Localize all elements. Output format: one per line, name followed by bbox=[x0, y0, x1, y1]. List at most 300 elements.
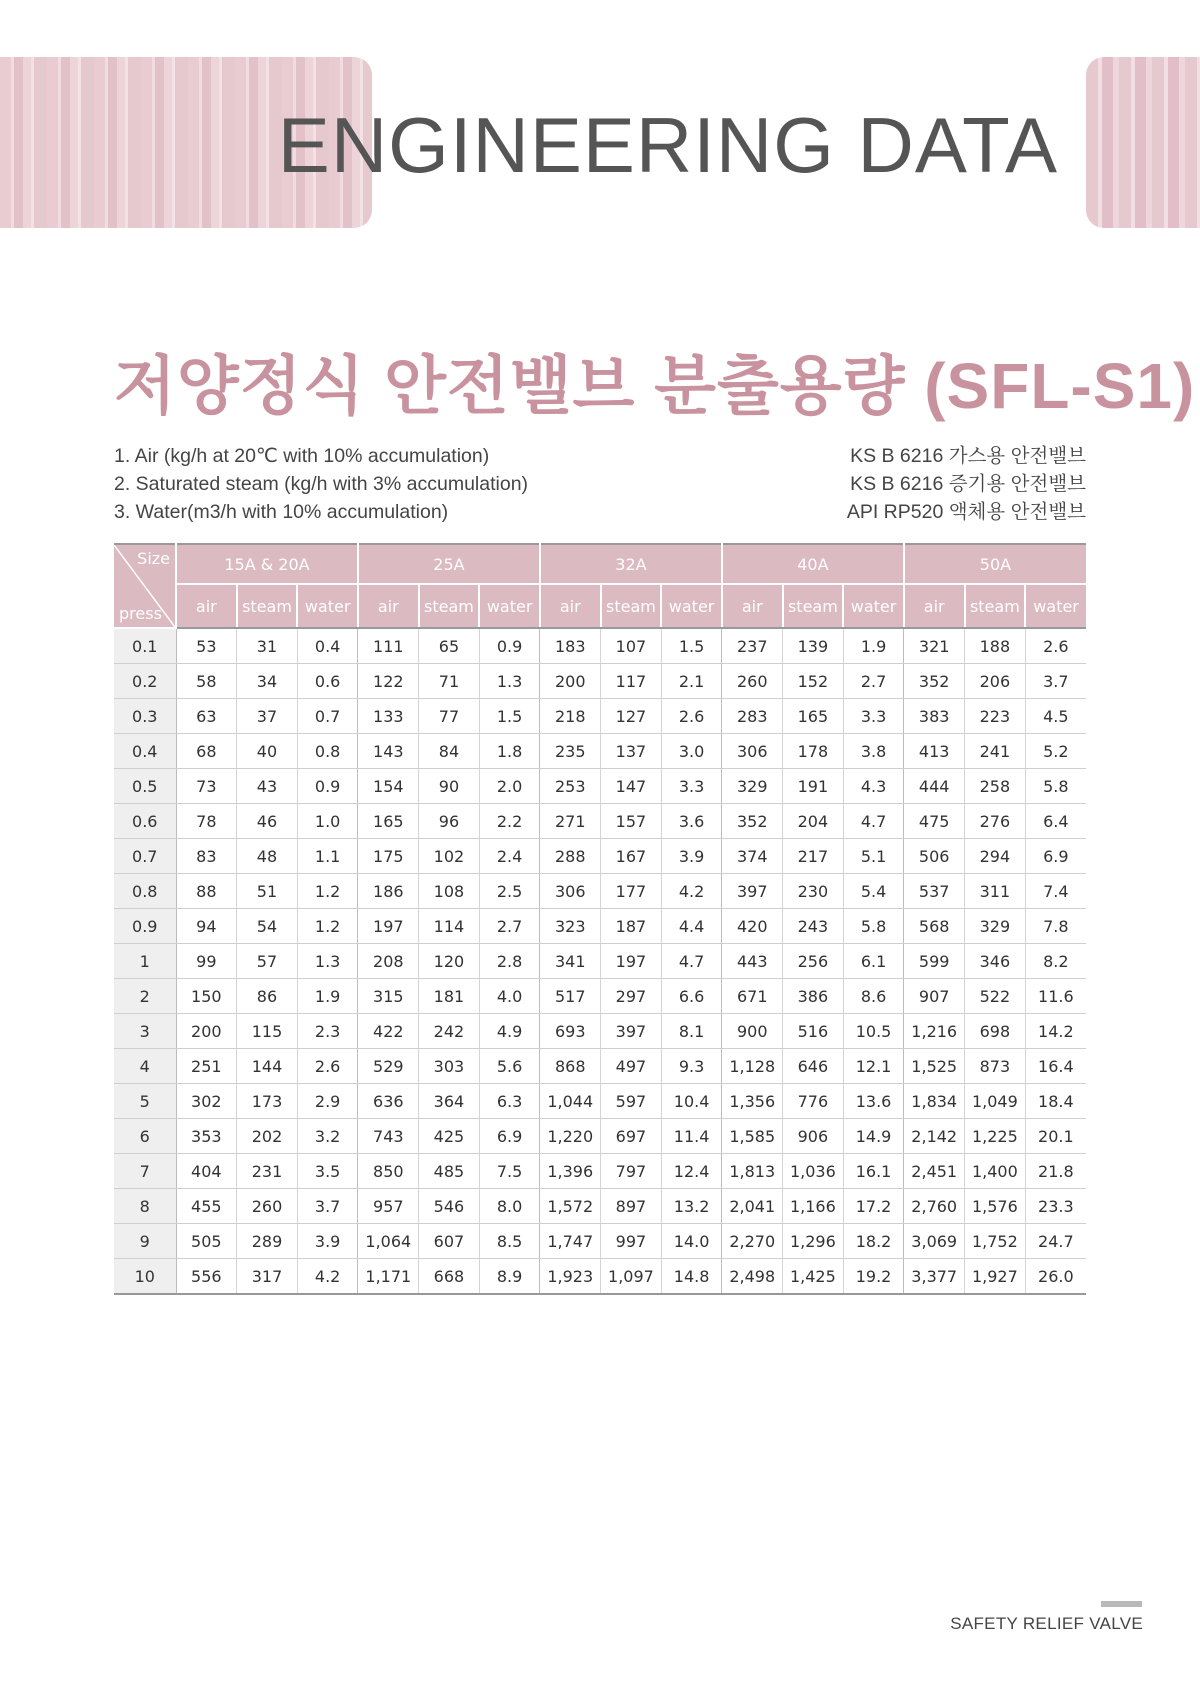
value-cell: 516 bbox=[783, 1014, 844, 1049]
value-cell: 84 bbox=[419, 734, 480, 769]
value-cell: 420 bbox=[722, 909, 783, 944]
press-cell: 6 bbox=[114, 1119, 176, 1154]
value-cell: 6.4 bbox=[1025, 804, 1086, 839]
value-cell: 12.4 bbox=[661, 1154, 722, 1189]
value-cell: 58 bbox=[176, 664, 237, 699]
value-cell: 0.9 bbox=[297, 769, 358, 804]
medium-header-water: water bbox=[479, 584, 540, 628]
value-cell: 0.8 bbox=[297, 734, 358, 769]
value-cell: 18.2 bbox=[843, 1224, 904, 1259]
value-cell: 1.9 bbox=[297, 979, 358, 1014]
value-cell: 9.3 bbox=[661, 1049, 722, 1084]
value-cell: 0.7 bbox=[297, 699, 358, 734]
value-cell: 3.7 bbox=[1025, 664, 1086, 699]
table-row bbox=[114, 1014, 1086, 1049]
medium-header-air: air bbox=[722, 584, 783, 628]
value-cell: 1,834 bbox=[904, 1084, 965, 1119]
value-cell: 235 bbox=[540, 734, 601, 769]
value-cell: 230 bbox=[783, 874, 844, 909]
value-cell: 497 bbox=[601, 1049, 662, 1084]
press-cell: 0.4 bbox=[114, 734, 176, 769]
value-cell: 1.2 bbox=[297, 874, 358, 909]
value-cell: 957 bbox=[358, 1189, 419, 1224]
value-cell: 1,752 bbox=[965, 1224, 1026, 1259]
value-cell: 1,572 bbox=[540, 1189, 601, 1224]
value-cell: 260 bbox=[237, 1189, 298, 1224]
medium-header-steam: steam bbox=[965, 584, 1026, 628]
value-cell: 117 bbox=[601, 664, 662, 699]
value-cell: 297 bbox=[601, 979, 662, 1014]
value-cell: 1,044 bbox=[540, 1084, 601, 1119]
medium-header-steam: steam bbox=[783, 584, 844, 628]
value-cell: 697 bbox=[601, 1119, 662, 1154]
value-cell: 646 bbox=[783, 1049, 844, 1084]
value-cell: 1,396 bbox=[540, 1154, 601, 1189]
value-cell: 177 bbox=[601, 874, 662, 909]
value-cell: 364 bbox=[419, 1084, 480, 1119]
table-row bbox=[114, 1189, 1086, 1224]
value-cell: 1,166 bbox=[783, 1189, 844, 1224]
value-cell: 522 bbox=[965, 979, 1026, 1014]
value-cell: 4.2 bbox=[297, 1259, 358, 1295]
value-cell: 2.6 bbox=[1025, 628, 1086, 664]
value-cell: 329 bbox=[722, 769, 783, 804]
medium-header-water: water bbox=[843, 584, 904, 628]
value-cell: 1,747 bbox=[540, 1224, 601, 1259]
value-cell: 4.3 bbox=[843, 769, 904, 804]
corner-size-label: Size bbox=[137, 549, 170, 568]
value-cell: 173 bbox=[237, 1084, 298, 1119]
value-cell: 14.8 bbox=[661, 1259, 722, 1295]
value-cell: 1,225 bbox=[965, 1119, 1026, 1154]
value-cell: 256 bbox=[783, 944, 844, 979]
value-cell: 6.6 bbox=[661, 979, 722, 1014]
standard-liquid: API RP520 액체용 안전밸브 bbox=[846, 501, 1086, 523]
value-cell: 5.4 bbox=[843, 874, 904, 909]
value-cell: 65 bbox=[419, 628, 480, 664]
value-cell: 181 bbox=[419, 979, 480, 1014]
medium-header-row bbox=[114, 584, 1086, 628]
value-cell: 53 bbox=[176, 628, 237, 664]
value-cell: 20.1 bbox=[1025, 1119, 1086, 1154]
value-cell: 306 bbox=[722, 734, 783, 769]
value-cell: 1,216 bbox=[904, 1014, 965, 1049]
value-cell: 2.9 bbox=[297, 1084, 358, 1119]
value-cell: 8.2 bbox=[1025, 944, 1086, 979]
press-cell: 9 bbox=[114, 1224, 176, 1259]
value-cell: 8.9 bbox=[479, 1259, 540, 1295]
value-cell: 1.2 bbox=[297, 909, 358, 944]
medium-header-steam: steam bbox=[237, 584, 298, 628]
value-cell: 71 bbox=[419, 664, 480, 699]
value-cell: 8.0 bbox=[479, 1189, 540, 1224]
value-cell: 114 bbox=[419, 909, 480, 944]
press-cell: 7 bbox=[114, 1154, 176, 1189]
value-cell: 197 bbox=[358, 909, 419, 944]
press-cell: 0.8 bbox=[114, 874, 176, 909]
medium-header-steam: steam bbox=[601, 584, 662, 628]
value-cell: 200 bbox=[540, 664, 601, 699]
value-cell: 311 bbox=[965, 874, 1026, 909]
value-cell: 19.2 bbox=[843, 1259, 904, 1295]
value-cell: 188 bbox=[965, 628, 1026, 664]
value-cell: 693 bbox=[540, 1014, 601, 1049]
value-cell: 63 bbox=[176, 699, 237, 734]
value-cell: 2,498 bbox=[722, 1259, 783, 1295]
value-cell: 218 bbox=[540, 699, 601, 734]
value-cell: 94 bbox=[176, 909, 237, 944]
value-cell: 154 bbox=[358, 769, 419, 804]
value-cell: 4.2 bbox=[661, 874, 722, 909]
value-cell: 743 bbox=[358, 1119, 419, 1154]
value-cell: 352 bbox=[904, 664, 965, 699]
value-cell: 1,585 bbox=[722, 1119, 783, 1154]
value-cell: 997 bbox=[601, 1224, 662, 1259]
table-row bbox=[114, 1224, 1086, 1259]
medium-header-steam: steam bbox=[419, 584, 480, 628]
value-cell: 137 bbox=[601, 734, 662, 769]
press-cell: 0.3 bbox=[114, 699, 176, 734]
value-cell: 200 bbox=[176, 1014, 237, 1049]
size-header-row bbox=[114, 544, 1086, 584]
value-cell: 506 bbox=[904, 839, 965, 874]
value-cell: 18.4 bbox=[1025, 1084, 1086, 1119]
value-cell: 108 bbox=[419, 874, 480, 909]
value-cell: 48 bbox=[237, 839, 298, 874]
value-cell: 46 bbox=[237, 804, 298, 839]
value-cell: 1.0 bbox=[297, 804, 358, 839]
value-cell: 0.4 bbox=[297, 628, 358, 664]
footer-bar bbox=[1101, 1601, 1142, 1607]
value-cell: 321 bbox=[904, 628, 965, 664]
value-cell: 3.9 bbox=[661, 839, 722, 874]
value-cell: 1,296 bbox=[783, 1224, 844, 1259]
value-cell: 143 bbox=[358, 734, 419, 769]
value-cell: 165 bbox=[358, 804, 419, 839]
value-cell: 2.5 bbox=[479, 874, 540, 909]
value-cell: 157 bbox=[601, 804, 662, 839]
value-cell: 3.2 bbox=[297, 1119, 358, 1154]
value-cell: 1,171 bbox=[358, 1259, 419, 1295]
value-cell: 8.5 bbox=[479, 1224, 540, 1259]
value-cell: 907 bbox=[904, 979, 965, 1014]
table-row bbox=[114, 1154, 1086, 1189]
value-cell: 271 bbox=[540, 804, 601, 839]
standard-steam: KS B 6216 증기용 안전밸브 bbox=[850, 473, 1086, 495]
value-cell: 3,069 bbox=[904, 1224, 965, 1259]
value-cell: 37 bbox=[237, 699, 298, 734]
value-cell: 187 bbox=[601, 909, 662, 944]
table-row bbox=[114, 628, 1086, 664]
value-cell: 40 bbox=[237, 734, 298, 769]
size-header: 40A bbox=[722, 544, 904, 584]
value-cell: 485 bbox=[419, 1154, 480, 1189]
value-cell: 3,377 bbox=[904, 1259, 965, 1295]
value-cell: 186 bbox=[358, 874, 419, 909]
value-cell: 258 bbox=[965, 769, 1026, 804]
value-cell: 1.3 bbox=[479, 664, 540, 699]
value-cell: 5.8 bbox=[1025, 769, 1086, 804]
value-cell: 7.4 bbox=[1025, 874, 1086, 909]
value-cell: 2.1 bbox=[661, 664, 722, 699]
value-cell: 6.9 bbox=[1025, 839, 1086, 874]
value-cell: 897 bbox=[601, 1189, 662, 1224]
value-cell: 120 bbox=[419, 944, 480, 979]
value-cell: 241 bbox=[965, 734, 1026, 769]
value-cell: 529 bbox=[358, 1049, 419, 1084]
value-cell: 6.9 bbox=[479, 1119, 540, 1154]
standard-gas: KS B 6216 가스용 안전밸브 bbox=[850, 445, 1086, 467]
value-cell: 204 bbox=[783, 804, 844, 839]
press-cell: 2 bbox=[114, 979, 176, 1014]
value-cell: 383 bbox=[904, 699, 965, 734]
value-cell: 341 bbox=[540, 944, 601, 979]
value-cell: 260 bbox=[722, 664, 783, 699]
value-cell: 96 bbox=[419, 804, 480, 839]
table-row bbox=[114, 1259, 1086, 1295]
press-cell: 3 bbox=[114, 1014, 176, 1049]
value-cell: 599 bbox=[904, 944, 965, 979]
value-cell: 302 bbox=[176, 1084, 237, 1119]
value-cell: 1,064 bbox=[358, 1224, 419, 1259]
value-cell: 671 bbox=[722, 979, 783, 1014]
value-cell: 51 bbox=[237, 874, 298, 909]
value-cell: 1,128 bbox=[722, 1049, 783, 1084]
value-cell: 2.7 bbox=[479, 909, 540, 944]
value-cell: 289 bbox=[237, 1224, 298, 1259]
value-cell: 288 bbox=[540, 839, 601, 874]
value-cell: 306 bbox=[540, 874, 601, 909]
value-cell: 197 bbox=[601, 944, 662, 979]
value-cell: 5.8 bbox=[843, 909, 904, 944]
value-cell: 1,097 bbox=[601, 1259, 662, 1295]
value-cell: 43 bbox=[237, 769, 298, 804]
value-cell: 11.6 bbox=[1025, 979, 1086, 1014]
capacity-table bbox=[114, 543, 1086, 1295]
value-cell: 5.1 bbox=[843, 839, 904, 874]
value-cell: 4.9 bbox=[479, 1014, 540, 1049]
value-cell: 150 bbox=[176, 979, 237, 1014]
value-cell: 243 bbox=[783, 909, 844, 944]
value-cell: 4.0 bbox=[479, 979, 540, 1014]
value-cell: 12.1 bbox=[843, 1049, 904, 1084]
value-cell: 21.8 bbox=[1025, 1154, 1086, 1189]
conditions-notes bbox=[114, 442, 528, 526]
press-cell: 8 bbox=[114, 1189, 176, 1224]
value-cell: 5.2 bbox=[1025, 734, 1086, 769]
value-cell: 850 bbox=[358, 1154, 419, 1189]
value-cell: 1.1 bbox=[297, 839, 358, 874]
table-row bbox=[114, 769, 1086, 804]
value-cell: 1.3 bbox=[297, 944, 358, 979]
value-cell: 2,041 bbox=[722, 1189, 783, 1224]
value-cell: 178 bbox=[783, 734, 844, 769]
medium-header-air: air bbox=[176, 584, 237, 628]
value-cell: 14.0 bbox=[661, 1224, 722, 1259]
value-cell: 24.7 bbox=[1025, 1224, 1086, 1259]
value-cell: 54 bbox=[237, 909, 298, 944]
value-cell: 568 bbox=[904, 909, 965, 944]
table-row bbox=[114, 734, 1086, 769]
value-cell: 444 bbox=[904, 769, 965, 804]
note-air: 1. Air (kg/h at 20℃ with 10% accumulation) bbox=[114, 445, 490, 467]
value-cell: 2,142 bbox=[904, 1119, 965, 1154]
value-cell: 906 bbox=[783, 1119, 844, 1154]
medium-header-air: air bbox=[904, 584, 965, 628]
value-cell: 167 bbox=[601, 839, 662, 874]
value-cell: 102 bbox=[419, 839, 480, 874]
value-cell: 607 bbox=[419, 1224, 480, 1259]
value-cell: 317 bbox=[237, 1259, 298, 1295]
value-cell: 1,813 bbox=[722, 1154, 783, 1189]
value-cell: 206 bbox=[965, 664, 1026, 699]
value-cell: 698 bbox=[965, 1014, 1026, 1049]
value-cell: 276 bbox=[965, 804, 1026, 839]
value-cell: 374 bbox=[722, 839, 783, 874]
value-cell: 11.4 bbox=[661, 1119, 722, 1154]
value-cell: 144 bbox=[237, 1049, 298, 1084]
value-cell: 1,923 bbox=[540, 1259, 601, 1295]
value-cell: 546 bbox=[419, 1189, 480, 1224]
corner-press-label: press bbox=[119, 604, 162, 623]
value-cell: 14.2 bbox=[1025, 1014, 1086, 1049]
table-row bbox=[114, 1049, 1086, 1084]
value-cell: 16.4 bbox=[1025, 1049, 1086, 1084]
value-cell: 217 bbox=[783, 839, 844, 874]
value-cell: 597 bbox=[601, 1084, 662, 1119]
value-cell: 353 bbox=[176, 1119, 237, 1154]
value-cell: 237 bbox=[722, 628, 783, 664]
value-cell: 3.0 bbox=[661, 734, 722, 769]
value-cell: 8.6 bbox=[843, 979, 904, 1014]
value-cell: 1.5 bbox=[661, 628, 722, 664]
value-cell: 17.2 bbox=[843, 1189, 904, 1224]
medium-header-air: air bbox=[540, 584, 601, 628]
value-cell: 147 bbox=[601, 769, 662, 804]
note-steam: 2. Saturated steam (kg/h with 3% accumulation) bbox=[114, 473, 529, 495]
table-row bbox=[114, 944, 1086, 979]
value-cell: 283 bbox=[722, 699, 783, 734]
table-row bbox=[114, 664, 1086, 699]
table-row bbox=[114, 874, 1086, 909]
value-cell: 2.6 bbox=[297, 1049, 358, 1084]
press-cell: 10 bbox=[114, 1259, 176, 1295]
value-cell: 7.8 bbox=[1025, 909, 1086, 944]
value-cell: 3.7 bbox=[297, 1189, 358, 1224]
size-header: 32A bbox=[540, 544, 722, 584]
value-cell: 1.5 bbox=[479, 699, 540, 734]
value-cell: 5.6 bbox=[479, 1049, 540, 1084]
value-cell: 152 bbox=[783, 664, 844, 699]
table-corner-header bbox=[114, 544, 176, 628]
value-cell: 668 bbox=[419, 1259, 480, 1295]
value-cell: 1.9 bbox=[843, 628, 904, 664]
value-cell: 900 bbox=[722, 1014, 783, 1049]
size-header: 25A bbox=[358, 544, 540, 584]
value-cell: 4.7 bbox=[843, 804, 904, 839]
medium-header-water: water bbox=[661, 584, 722, 628]
value-cell: 505 bbox=[176, 1224, 237, 1259]
standards-notes bbox=[847, 442, 1086, 526]
value-cell: 10.5 bbox=[843, 1014, 904, 1049]
value-cell: 115 bbox=[237, 1014, 298, 1049]
value-cell: 8.1 bbox=[661, 1014, 722, 1049]
value-cell: 183 bbox=[540, 628, 601, 664]
value-cell: 2.0 bbox=[479, 769, 540, 804]
footer-label: SAFETY RELIEF VALVE bbox=[950, 1614, 1143, 1633]
value-cell: 0.9 bbox=[479, 628, 540, 664]
press-cell: 4 bbox=[114, 1049, 176, 1084]
press-cell: 5 bbox=[114, 1084, 176, 1119]
press-cell: 0.6 bbox=[114, 804, 176, 839]
value-cell: 4.7 bbox=[661, 944, 722, 979]
value-cell: 329 bbox=[965, 909, 1026, 944]
value-cell: 455 bbox=[176, 1189, 237, 1224]
value-cell: 3.6 bbox=[661, 804, 722, 839]
value-cell: 13.2 bbox=[661, 1189, 722, 1224]
value-cell: 386 bbox=[783, 979, 844, 1014]
value-cell: 3.3 bbox=[661, 769, 722, 804]
value-cell: 231 bbox=[237, 1154, 298, 1189]
value-cell: 23.3 bbox=[1025, 1189, 1086, 1224]
value-cell: 78 bbox=[176, 804, 237, 839]
value-cell: 1,576 bbox=[965, 1189, 1026, 1224]
value-cell: 133 bbox=[358, 699, 419, 734]
value-cell: 1,356 bbox=[722, 1084, 783, 1119]
value-cell: 4.5 bbox=[1025, 699, 1086, 734]
medium-header-air: air bbox=[358, 584, 419, 628]
value-cell: 346 bbox=[965, 944, 1026, 979]
value-cell: 77 bbox=[419, 699, 480, 734]
table-row bbox=[114, 804, 1086, 839]
value-cell: 443 bbox=[722, 944, 783, 979]
value-cell: 636 bbox=[358, 1084, 419, 1119]
value-cell: 397 bbox=[722, 874, 783, 909]
value-cell: 90 bbox=[419, 769, 480, 804]
value-cell: 2,451 bbox=[904, 1154, 965, 1189]
value-cell: 122 bbox=[358, 664, 419, 699]
value-cell: 10.4 bbox=[661, 1084, 722, 1119]
value-cell: 165 bbox=[783, 699, 844, 734]
value-cell: 139 bbox=[783, 628, 844, 664]
value-cell: 34 bbox=[237, 664, 298, 699]
size-header: 50A bbox=[904, 544, 1086, 584]
table-row bbox=[114, 909, 1086, 944]
value-cell: 2,760 bbox=[904, 1189, 965, 1224]
value-cell: 57 bbox=[237, 944, 298, 979]
value-cell: 26.0 bbox=[1025, 1259, 1086, 1295]
value-cell: 88 bbox=[176, 874, 237, 909]
value-cell: 294 bbox=[965, 839, 1026, 874]
value-cell: 323 bbox=[540, 909, 601, 944]
value-cell: 475 bbox=[904, 804, 965, 839]
table-row bbox=[114, 839, 1086, 874]
medium-header-water: water bbox=[297, 584, 358, 628]
value-cell: 303 bbox=[419, 1049, 480, 1084]
value-cell: 556 bbox=[176, 1259, 237, 1295]
value-cell: 6.1 bbox=[843, 944, 904, 979]
medium-header-water: water bbox=[1025, 584, 1086, 628]
value-cell: 242 bbox=[419, 1014, 480, 1049]
press-cell: 0.9 bbox=[114, 909, 176, 944]
note-water: 3. Water(m3/h with 10% accumulation) bbox=[114, 501, 449, 523]
value-cell: 2.3 bbox=[297, 1014, 358, 1049]
value-cell: 2.6 bbox=[661, 699, 722, 734]
value-cell: 537 bbox=[904, 874, 965, 909]
value-cell: 422 bbox=[358, 1014, 419, 1049]
value-cell: 202 bbox=[237, 1119, 298, 1154]
press-cell: 0.7 bbox=[114, 839, 176, 874]
